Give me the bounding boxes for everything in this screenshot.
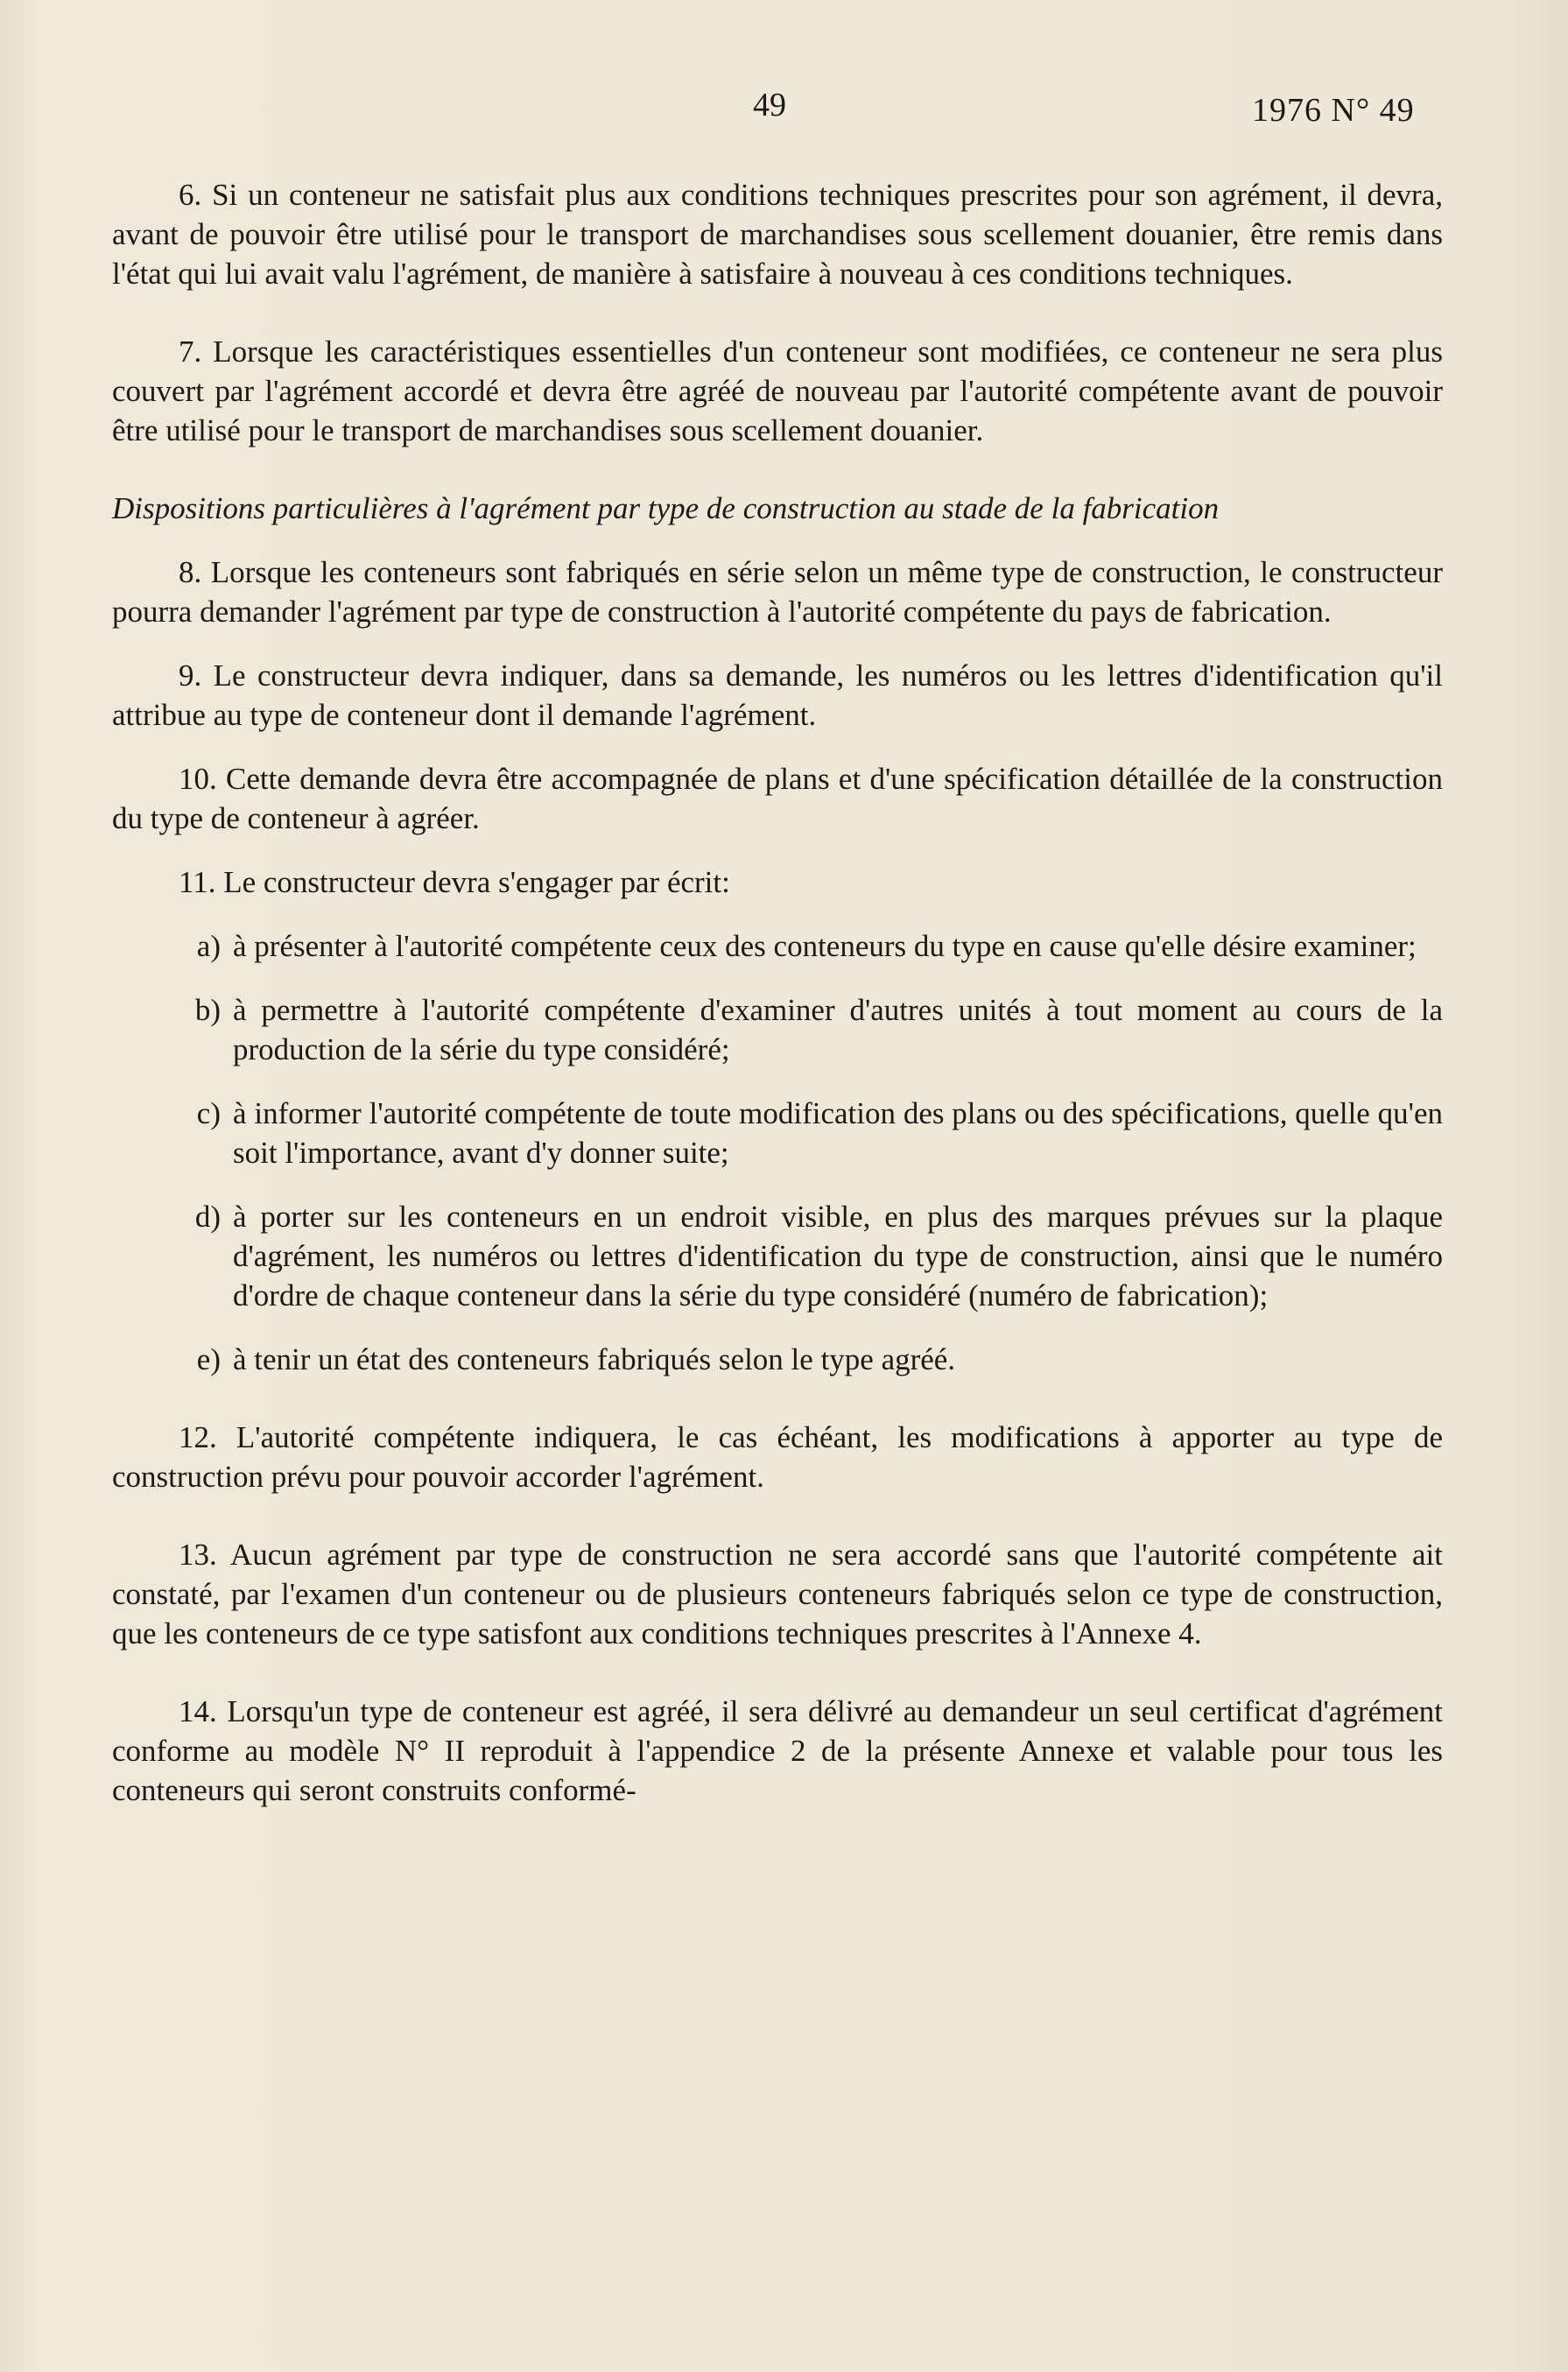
list-marker: b): [194, 993, 221, 1027]
body-text: [112, 175, 1443, 1810]
paragraph-14: 14. Lorsqu'un type de conteneur est agréé, il sera délivré au demandeur un seul certificat d'agrément conforme au modèle N° II reproduit à l'appendice 2 de la présente Annexe et valable pour tous les conteneurs qui seront construits conformé-: [112, 1694, 1443, 1807]
paragraph-10: 10. Cette demande devra être accompagnée de plans et d'une spécification détaillée de la construction du type de conteneur à agréer.: [112, 762, 1443, 835]
section-heading: Dispositions particulières à l'agrément par type de construction au stade de la fabrication: [112, 491, 1220, 525]
paragraph-9: 9. Le constructeur devra indiquer, dans sa demande, les numéros ou les lettres d'identification qu'il attribue au type de conteneur dont il demande l'agrément.: [112, 658, 1443, 732]
list-item-text: à tenir un état des conteneurs fabriqués selon le type agréé.: [233, 1342, 956, 1376]
list-marker: e): [196, 1342, 221, 1376]
paragraph-11: 11. Le constructeur devra s'engager par écrit:: [179, 865, 730, 899]
list-marker: a): [196, 929, 221, 963]
paragraph-13: 13. Aucun agrément par type de construction ne sera accordé sans que l'autorité compétente ait constaté, par l'examen d'un conteneur ou de plusieurs conteneurs fabriqués selon ce type de construction, que les conteneurs de ce type satisfont aux conditions techniques prescrites à l'Annexe 4.: [112, 1538, 1443, 1651]
list-item-text: à permettre à l'autorité compétente d'examiner d'autres unités à tout moment au cours de la production de la série du type considéré;: [233, 993, 1443, 1066]
list-item-text: à porter sur les conteneurs en un endroit visible, en plus des marques prévues sur la plaque d'agrément, les numéros ou lettres d'identification du type de construction, ainsi que le numéro d'ordre de chaque conteneur dans la série du type considéré (numéro de fabrication);: [233, 1200, 1443, 1313]
paragraph-12: 12. L'autorité compétente indiquera, le cas échéant, les modifications à apporter au type de construction prévu pour pouvoir accorder l'agrément.: [112, 1420, 1443, 1494]
list-item-b: [112, 990, 1443, 1069]
list-item-text: à présenter à l'autorité compétente ceux des conteneurs du type en cause qu'elle désire examiner;: [233, 929, 1417, 963]
list-item-d: [112, 1197, 1443, 1315]
paragraph-6: 6. Si un conteneur ne satisfait plus aux conditions techniques prescrites pour son agrément, il devra, avant de pouvoir être utilisé pour le transport de marchandises sous scellement douanier, être remis dans l'état qui lui avait valu l'agrément, de manière à satisfaire à nouveau à ces conditions techniques.: [112, 178, 1443, 291]
document-reference: 1976 N° 49: [1252, 92, 1415, 129]
paragraph-8: 8. Lorsque les conteneurs sont fabriqués en série selon un même type de construction, le constructeur pourra demander l'agrément par type de construction à l'autorité compétente du pays de fabrication.: [112, 555, 1443, 629]
list-marker: d): [194, 1200, 221, 1234]
list-item-a: [112, 926, 1443, 966]
list-item-text: à informer l'autorité compétente de toute modification des plans ou des spécifications, quelle qu'en soit l'importance, avant d'y donner suite;: [233, 1096, 1443, 1170]
paragraph-7: 7. Lorsque les caractéristiques essentielles d'un conteneur sont modifiées, ce conteneur ne sera plus couvert par l'agrément accordé et devra être agréé de nouveau par l'autorité compétente avant de pouvoir être utilisé pour le transport de marchandises sous scellement douanier.: [112, 334, 1443, 447]
list-item-c: [112, 1094, 1443, 1172]
list-marker: c): [196, 1096, 221, 1130]
page-number: 49: [753, 87, 786, 123]
list-item-e: [112, 1340, 1443, 1379]
